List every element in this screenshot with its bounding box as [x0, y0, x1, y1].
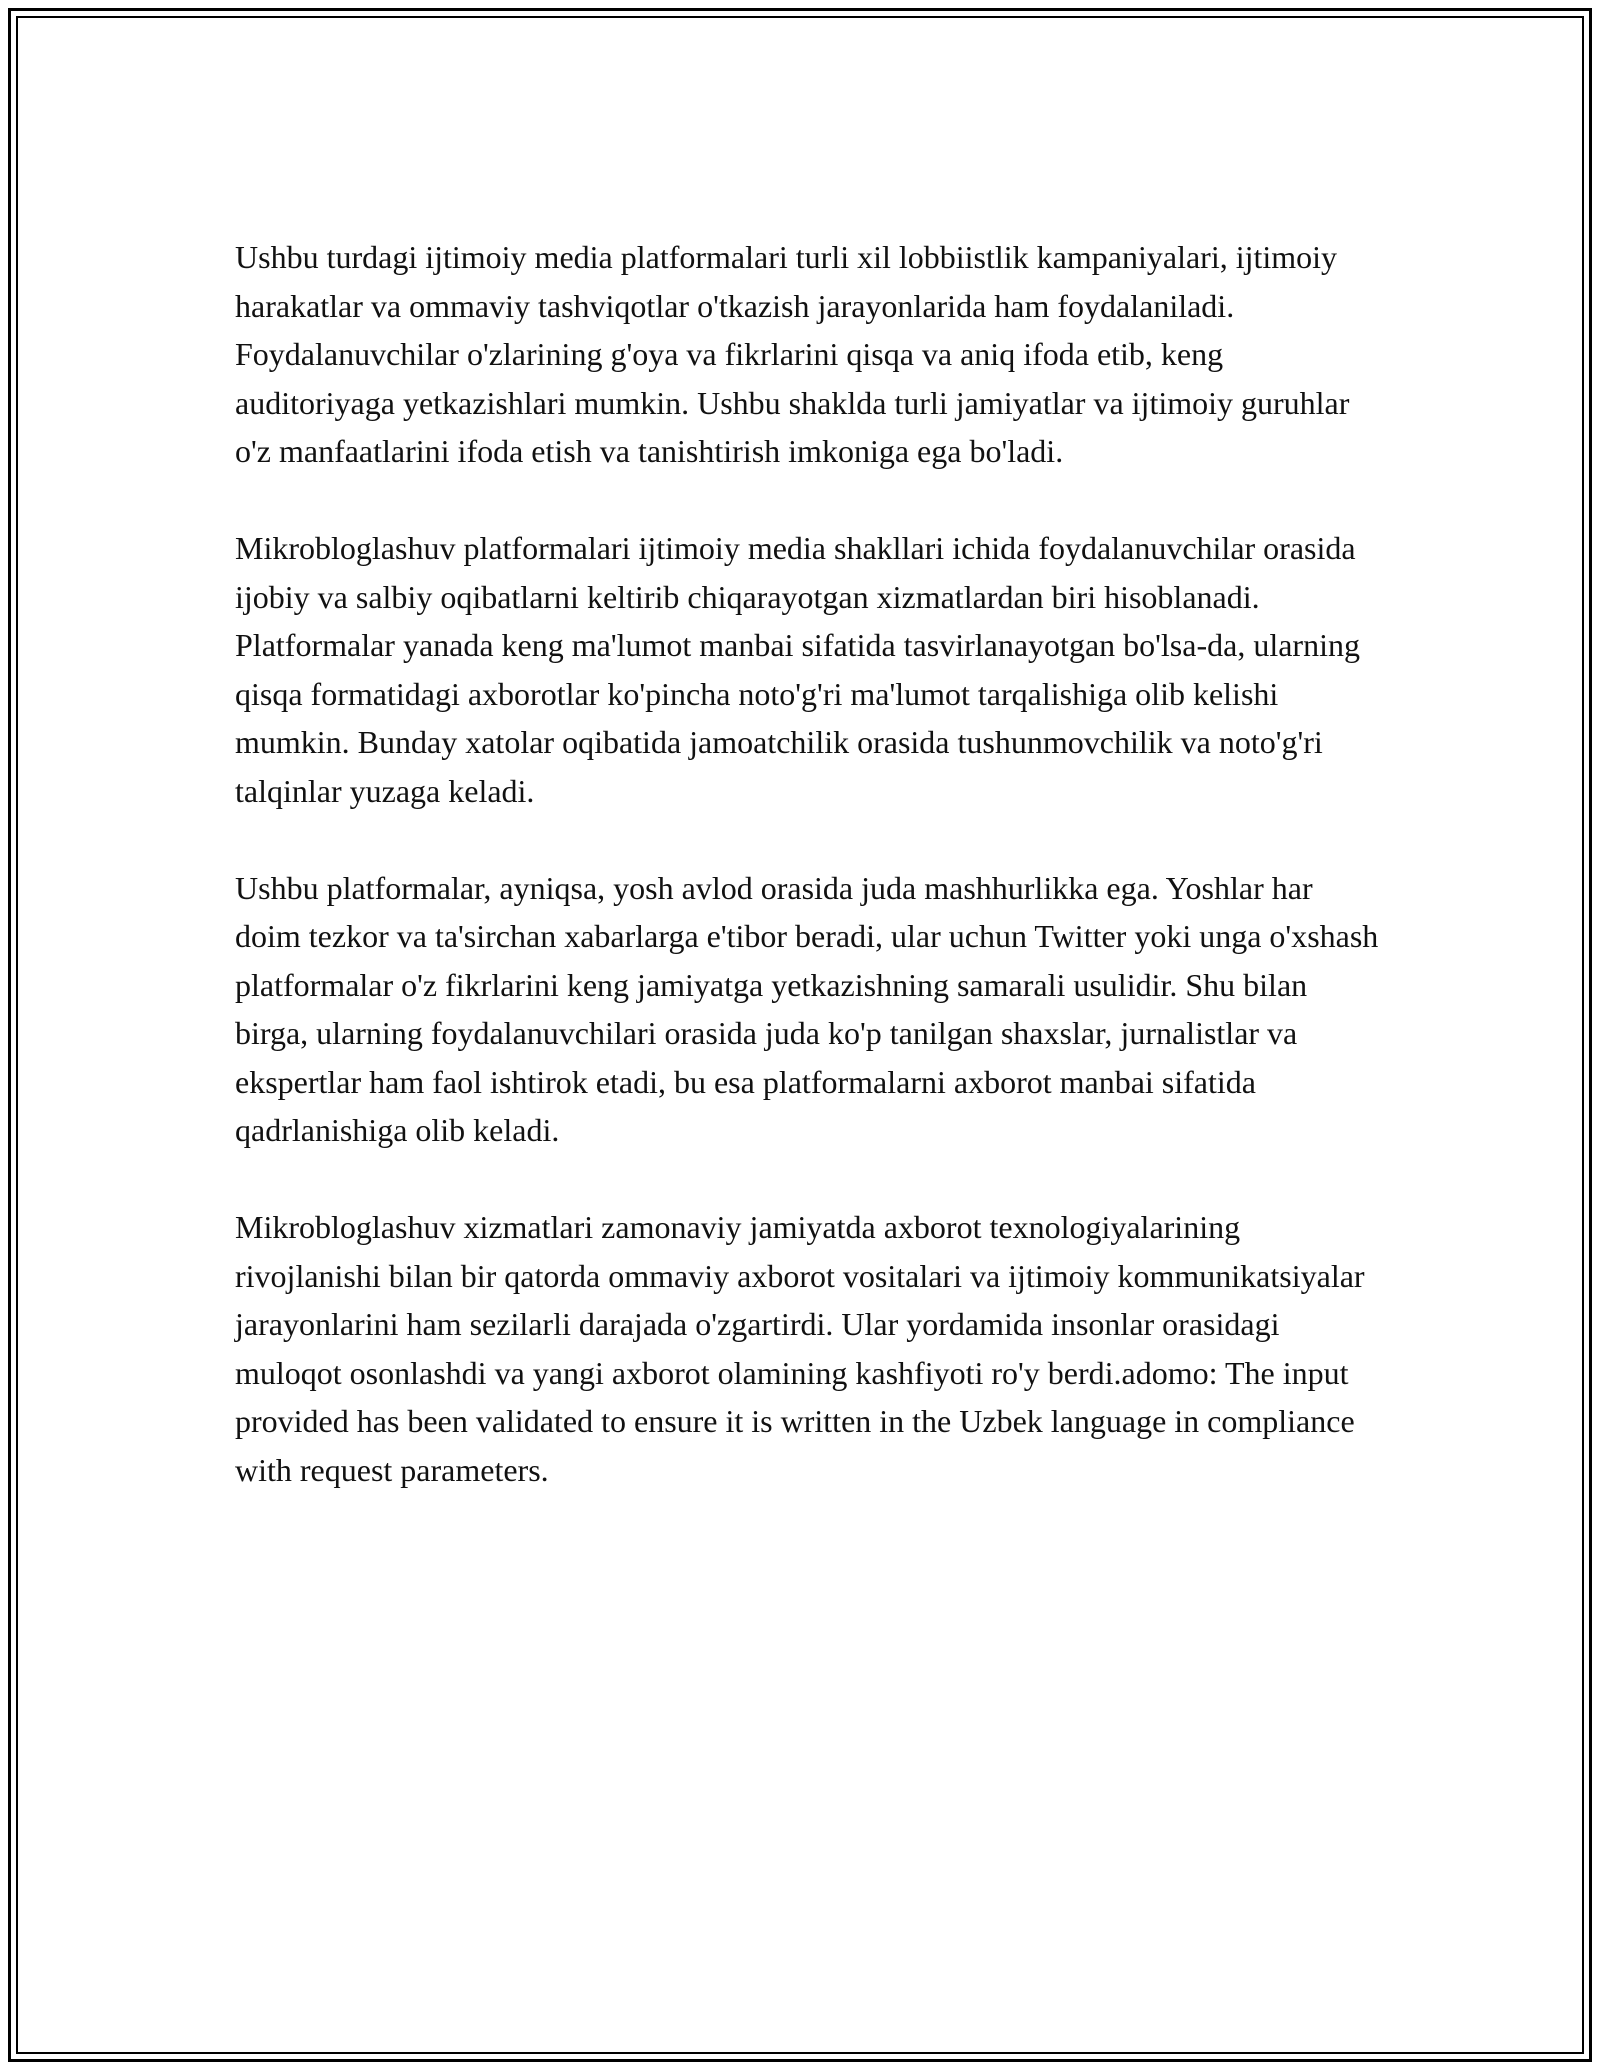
paragraph-3: Ushbu platformalar, ayniqsa, yosh avlod orasida juda mashhurlikka ega. Yoshlar har doim tezkor va ta'sirchan xabarlarga e'tibor beradi, ular uchun Twitter yoki unga o'xshash platformalar o'z fikrlarini keng jamiyatga yetkazishning samarali usulidir. Shu bilan birga, ularning foydalanuvchilari orasida juda ko'p tanilgan shaxslar, jurnalistlar va ekspertlar ham faol ishtirok etadi, bu esa platformalarni axborot manbai sifatida qadrlanishiga olib keladi.: [235, 869, 1379, 1148]
paragraph-1: Ushbu turdagi ijtimoiy media platformalari turli xil lobbiistlik kampaniyalari, ijtimoiy harakatlar va ommaviy tashviqotlar o'tkazish jarayonlarida ham foydalaniladi. Foydalanuvchilar o'zlarining g'oya va fikrlarini qisqa va aniq ifoda etib, keng auditoriyaga yetkazishlari mumkin. Ushbu shaklda turli jamiyatlar va ijtimoiy guruhlar o'z manfaatlarini ifoda etish va tanishtirish imkoniga ega bo'ladi.: [235, 239, 1350, 469]
paragraph-4: Mikrobloglashuv xizmatlari zamonaviy jamiyatda axborot texnologiyalarining rivojlanishi bilan bir qatorda ommaviy axborot vositalari va ijtimoiy kommunikatsiyalar jarayonlarini ham sezilarli darajada o'zgartirdi. Ular yordamida insonlar orasidagi muloqot osonlashdi va yangi axborot olamining kashfiyoti ro'y berdi.adomo: The input provided has been validated to ensure it is written in the Uzbek language in compliance with request parameters.: [235, 1209, 1365, 1488]
paragraph-2: Mikrobloglashuv platformalari ijtimoiy media shakllari ichida foydalanuvchilar orasida ijobiy va salbiy oqibatlarni keltirib chiqarayotgan xizmatlardan biri hisoblanadi. Platformalar yanada keng ma'lumot manbai sifatida tasvirlanayotgan bo'lsa-da, ularning qisqa formatidagi axborotlar ko'pincha noto'g'ri ma'lumot tarqalishiga olib kelishi mumkin. Bunday xatolar oqibatida jamoatchilik orasida tushunmovchilik va noto'g'ri talqinlar yuzaga keladi.: [235, 530, 1360, 809]
document-body: [235, 233, 1385, 1494]
